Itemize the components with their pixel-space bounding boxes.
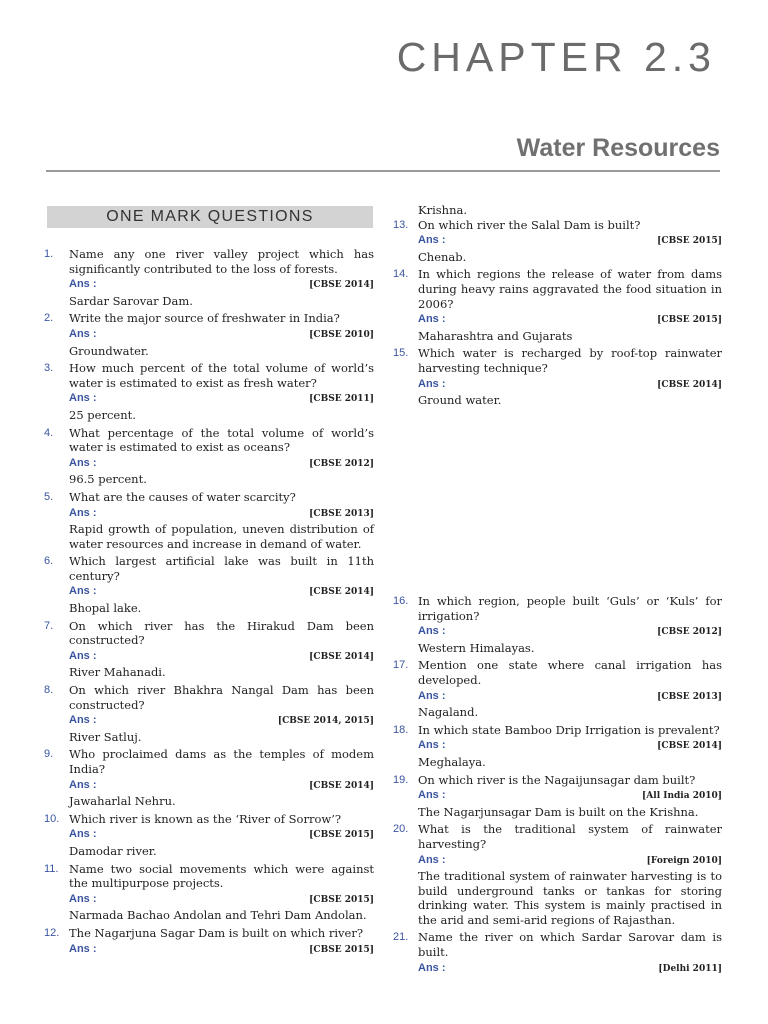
answer-label: Ans :: [418, 377, 446, 390]
left-column: [44, 247, 374, 960]
answer-text: Groundwater.: [69, 343, 149, 358]
question-text: In which region, people built ‘Guls’ or ‘Kuls’ for irrigation?: [418, 594, 722, 623]
answer-label: Ans :: [69, 942, 97, 955]
answer-label: Ans :: [69, 327, 97, 340]
answer-text: Narmada Bachao Andolan and Tehri Dam Andolan.: [69, 908, 367, 923]
answer-text: Bhopal lake.: [69, 601, 142, 616]
question-item: [44, 247, 374, 308]
question-number: 4.: [44, 426, 54, 439]
answer-label: Ans :: [69, 778, 97, 791]
question-text: Name two social movements which were against the multipurpose projects.: [69, 861, 374, 891]
question-number: 1.: [44, 248, 54, 260]
question-text: Write the major source of freshwater in India?: [69, 311, 340, 326]
question-item: [44, 311, 374, 358]
answer-line: [69, 277, 374, 293]
answer-label: Ans :: [418, 234, 446, 247]
answer-text: Rapid growth of population, uneven distribution of water resources and increase in demand of water.: [69, 522, 374, 551]
question-item: [44, 862, 374, 923]
answer-label: Ans :: [69, 714, 97, 727]
answer-line: [69, 649, 374, 665]
answer-label: Ans :: [69, 585, 97, 598]
question-text: Which largest artificial lake was built in 11th century?: [69, 554, 374, 583]
answer-label: Ans :: [418, 625, 446, 638]
header-divider: [46, 170, 720, 172]
question-number: 12.: [44, 926, 60, 939]
exam-source: [All India 2010]: [642, 791, 722, 802]
exam-source: [CBSE 2014]: [657, 741, 722, 752]
question-text: On which river Bhakhra Nangal Dam has been constructed?: [69, 683, 374, 712]
answer-line: [418, 738, 722, 754]
question-number: 16.: [393, 595, 409, 607]
answer-label: Ans :: [418, 961, 446, 974]
exam-source: [CBSE 2015]: [657, 236, 722, 247]
question-text: On which river has the Hirakud Dam been constructed?: [69, 618, 374, 648]
exam-source: [CBSE 2013]: [657, 691, 722, 702]
exam-source: [CBSE 2014]: [309, 651, 374, 662]
chapter-heading: CHAPTER 2.3: [396, 34, 716, 80]
answer-line: [418, 961, 722, 977]
answer-line: [69, 327, 374, 343]
exam-source: [CBSE 2014]: [309, 280, 374, 291]
exam-source: [CBSE 2015]: [309, 944, 374, 955]
answer-text: River Mahanadi.: [69, 665, 166, 680]
answer-line: [418, 624, 722, 640]
right-column-lower: [393, 594, 722, 979]
question-number: 5.: [44, 490, 54, 503]
exam-source: [CBSE 2012]: [309, 458, 374, 469]
question-text: Which water is recharged by roof-top rainwater harvesting technique?: [418, 346, 722, 375]
right-column: [393, 203, 722, 411]
answer-text: Chenab.: [418, 249, 467, 264]
answer-line: [69, 892, 374, 908]
question-number: 2.: [44, 312, 54, 325]
question-number: 10.: [44, 812, 60, 825]
question-item: [44, 619, 374, 680]
question-number: 7.: [44, 619, 54, 632]
question-text: What percentage of the total volume of world’s water is estimated to exist as oceans?: [69, 425, 374, 455]
answer-line: [418, 233, 722, 249]
answer-label: Ans :: [418, 689, 446, 702]
question-text: How much percent of the total volume of world’s water is estimated to exist as fresh water?: [69, 361, 374, 390]
exam-source: [CBSE 2015]: [309, 830, 374, 841]
answer-text: Maharashtra and Gujarats: [418, 328, 573, 343]
question-text: What are the causes of water scarcity?: [69, 489, 296, 504]
question-item: [393, 218, 722, 265]
answer-line: [418, 853, 722, 869]
answer-text: Western Himalayas.: [418, 640, 535, 655]
exam-source: [CBSE 2013]: [309, 508, 374, 519]
question-text: Name any one river valley project which has significantly contributed to the loss of forests.: [69, 247, 374, 276]
question-item: [393, 773, 722, 820]
answer-label: Ans :: [69, 456, 97, 469]
question-number: 6.: [44, 555, 54, 568]
question-text: Which river is known as the ‘River of Sorrow’?: [69, 811, 342, 826]
answer-label: Ans :: [69, 506, 97, 519]
question-number: 20.: [393, 823, 409, 836]
answer-line: [69, 942, 374, 958]
question-item: [393, 346, 722, 407]
question-text: The Nagarjuna Sagar Dam is built on which river?: [69, 925, 363, 940]
question-number: 18.: [393, 723, 409, 736]
exam-source: [CBSE 2010]: [309, 329, 374, 340]
question-number: 21.: [393, 931, 409, 944]
answer-line: [69, 778, 374, 794]
answer-text: Meghalaya.: [418, 754, 486, 769]
question-item: [393, 267, 722, 343]
section-title: ONE MARK QUESTIONS: [47, 206, 373, 228]
question-item: [44, 683, 374, 744]
answer-label: Ans :: [69, 892, 97, 905]
question-number: 3.: [44, 362, 54, 375]
question-text: Name the river on which Sardar Sarovar dam is built.: [418, 930, 722, 960]
answer-line: [418, 377, 722, 393]
continued-answer: Krishna.: [418, 203, 467, 217]
answer-text: River Satluj.: [69, 729, 142, 744]
answer-line: [418, 312, 722, 328]
exam-source: [CBSE 2015]: [309, 894, 374, 905]
answer-label: Ans :: [69, 278, 97, 291]
question-item: [44, 812, 374, 859]
question-item: [44, 490, 374, 551]
question-item: [44, 747, 374, 808]
answer-line: [418, 788, 722, 804]
exam-source: [CBSE 2012]: [657, 627, 722, 638]
question-item: [393, 723, 722, 770]
question-item: [44, 426, 374, 487]
exam-source: [Delhi 2011]: [658, 963, 722, 974]
answer-text: Sardar Sarovar Dam.: [69, 293, 193, 308]
question-number: 8.: [44, 684, 54, 697]
exam-source: [CBSE 2014]: [309, 780, 374, 791]
answer-label: Ans :: [418, 853, 446, 866]
exam-source: [Foreign 2010]: [646, 855, 722, 866]
answer-text: Nagaland.: [418, 705, 479, 720]
answer-text: 96.5 percent.: [69, 472, 147, 487]
question-number: 15.: [393, 347, 409, 360]
question-item: [393, 594, 722, 655]
question-text: In which state Bamboo Drip Irrigation is prevalent?: [418, 722, 720, 737]
question-item: [44, 926, 374, 957]
answer-line: [418, 689, 722, 705]
exam-source: [CBSE 2014]: [657, 379, 722, 390]
answer-line: [69, 713, 374, 729]
answer-text: Jawaharlal Nehru.: [69, 794, 176, 809]
exam-source: [CBSE 2011]: [309, 394, 374, 405]
answer-text: The traditional system of rainwater harvesting is to build underground tanks or tankas for storing drinking water. This system is mainly practised in the arid and semi-arid regions of Rajasthan.: [418, 869, 722, 927]
exam-source: [CBSE 2014, 2015]: [277, 716, 374, 727]
question-item: [393, 822, 722, 927]
exam-source: [CBSE 2015]: [657, 315, 722, 326]
question-text: In which regions the release of water from dams during heavy rains aggravated the food situation in 2006?: [418, 267, 722, 311]
chapter-title: Water Resources: [516, 134, 720, 162]
question-number: 11.: [44, 862, 59, 875]
answer-label: Ans :: [418, 739, 446, 752]
question-text: On which river the Salal Dam is built?: [418, 217, 641, 232]
question-text: Who proclaimed dams as the temples of modem India?: [69, 747, 374, 776]
answer-line: [69, 391, 374, 407]
answer-line: [69, 456, 374, 472]
question-number: 13.: [393, 218, 409, 231]
answer-text: Ground water.: [418, 393, 502, 408]
question-number: 17.: [393, 659, 409, 672]
answer-line: [69, 827, 374, 843]
answer-label: Ans :: [69, 828, 97, 841]
question-text: On which river is the Nagaijunsagar dam built?: [418, 772, 696, 787]
answer-text: The Nagarjunsagar Dam is built on the Krishna.: [418, 804, 699, 819]
question-item: [393, 930, 722, 976]
question-number: 19.: [393, 773, 409, 786]
answer-label: Ans :: [69, 392, 97, 405]
question-text: What is the traditional system of rainwater harvesting?: [418, 822, 722, 851]
exam-source: [CBSE 2014]: [309, 587, 374, 598]
answer-label: Ans :: [418, 313, 446, 326]
answer-line: [69, 584, 374, 600]
answer-line: [69, 506, 374, 522]
answer-text: Damodar river.: [69, 843, 157, 858]
question-item: [44, 554, 374, 615]
question-item: [44, 361, 374, 422]
answer-label: Ans :: [418, 789, 446, 802]
answer-label: Ans :: [69, 649, 97, 662]
question-text: Mention one state where canal irrigation has developed.: [418, 658, 722, 687]
question-number: 14.: [393, 268, 409, 281]
question-item: [393, 658, 722, 719]
answer-text: 25 percent.: [69, 407, 136, 422]
question-number: 9.: [44, 748, 54, 761]
